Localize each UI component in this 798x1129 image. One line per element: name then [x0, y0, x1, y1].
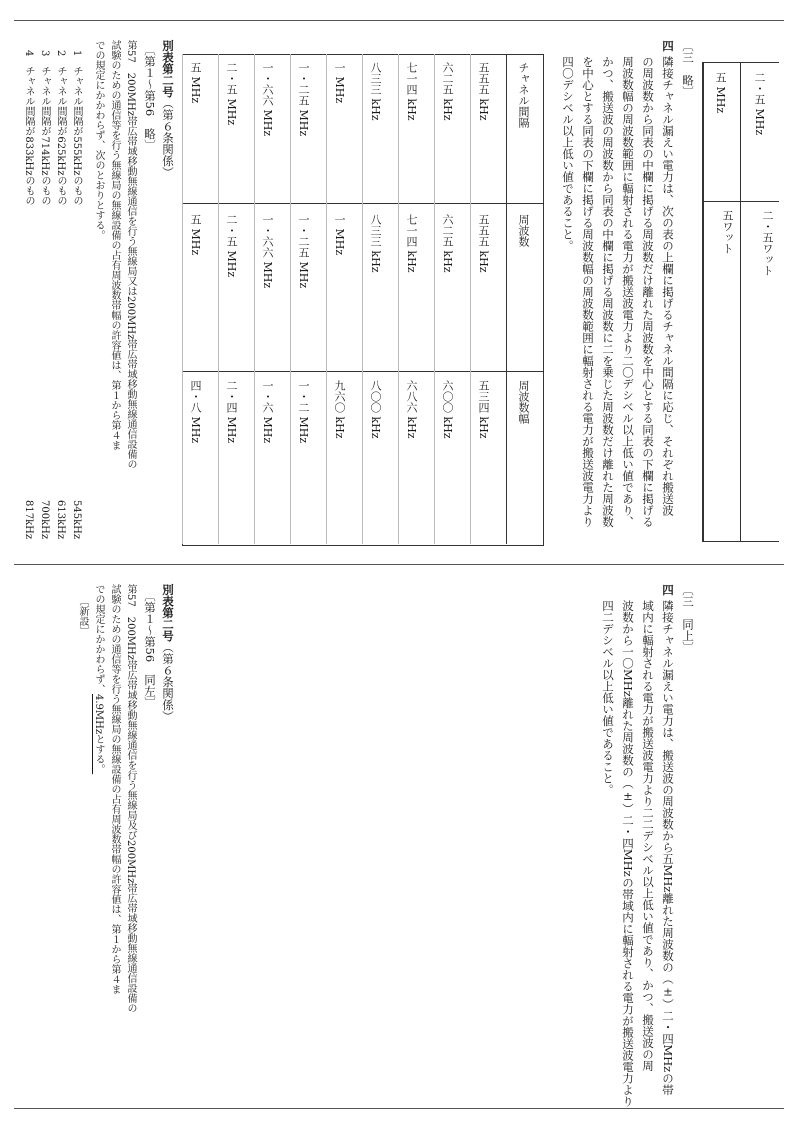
upper-para-line-1: 隣接チャネル漏えい電力は、次の表の上欄に掲げるチャネル間隔に応じ、それぞれ搬送波	[661, 56, 675, 516]
table-cell-width: 六八六 kHz	[405, 380, 418, 439]
lower-new-mark: 〔新設〕	[77, 596, 88, 636]
partial-col2-unit: MHz	[714, 86, 727, 114]
upper-item57-c: での規定にかかわらず、次のとおりとする。	[93, 40, 104, 240]
lower-section-mark: 四	[661, 584, 675, 596]
table-column-divider	[434, 54, 435, 544]
list-item: 2 チャネル間隔が625kHzのもの	[55, 50, 66, 206]
lower-para-line-2: 域内に輻射される電力が搬送波電力より二二デシベル以上低い値であり、かつ、搬送波の周	[641, 600, 655, 1072]
table-column-divider	[398, 54, 399, 544]
list-item-value: 700kHz	[39, 500, 50, 540]
table-cell-width: 五三四 kHz	[477, 380, 490, 439]
upper-para-line-2: の周波数から同表の中欄に掲げる周波数だけ離れた周波数を中心とする同表の下欄に掲げる	[641, 56, 655, 528]
list-item: 3 チャネル間隔が714kHzのもの	[39, 50, 50, 206]
table-cell-freq: 八三三 kHz	[369, 214, 382, 273]
lower-annex-ref: （第６条関係）	[161, 641, 175, 722]
upper-para-line-6: 四〇デシベル以上低い値であること。	[561, 56, 575, 252]
lower-item57-b: 試験のための通信等を行う無線局の無線設備の占有周波数帯幅の許容値は、第１から第４ま	[109, 584, 120, 994]
lower-para-line-1: 隣接チャネル漏えい電力は、搬送波の周波数から五MHz離れた周波数の（±）二・四MHzの帯	[661, 600, 675, 1096]
table-cell-spacing: 二・五 MHz	[225, 62, 238, 126]
table-cell-spacing: 一・二五 MHz	[297, 62, 310, 137]
upper-annex-sub	[142, 44, 157, 151]
table-cell-freq: 五五五 kHz	[477, 214, 490, 273]
table-header-separator	[506, 54, 507, 544]
partial-col1-value: 二・五	[753, 72, 766, 105]
table-cell-freq: 一・二五 MHz	[297, 214, 310, 289]
lower-item57-c-underlined: 4.9MHzとする。	[93, 694, 104, 775]
upper-item57-a: 第57 200MHz帯広帯域移動無線通信を行う無線局又は200MHz帯広帯域移動無線通信設備の	[125, 40, 136, 470]
table-cell-spacing: 八三三 kHz	[369, 62, 382, 121]
list-item: 4 チャネル間隔が833kHzのもの	[23, 50, 34, 206]
upper-para-line-5: を中心とする同表の下欄に掲げる周波数幅の周波数範囲に輻射される電力が搬送波電力より	[581, 56, 595, 528]
table-cell-width: 九六〇 kHz	[333, 380, 346, 439]
table-cell-freq: 一・六六 MHz	[261, 214, 274, 289]
table-cell-freq: 六二五 kHz	[441, 214, 454, 273]
table-cell-width: 四・八 MHz	[189, 380, 202, 444]
bottom-rule	[14, 1108, 784, 1109]
list-item: 1 チャネル間隔が555kHzのもの	[71, 50, 82, 206]
lower-annex-title	[160, 584, 175, 722]
table-column-divider	[326, 54, 327, 544]
partial-col1-unit: MHz	[753, 108, 766, 136]
table-cell-freq: 一 MHz	[333, 214, 346, 256]
upper-annex-title-text: 別表第二号	[161, 40, 175, 98]
table-cell-spacing: 七一四 kHz	[405, 62, 418, 121]
upper-bracket-omit: 〔三 略〕	[681, 40, 695, 98]
upper-annex-title	[160, 40, 175, 178]
table-cell-spacing: 五 MHz	[189, 62, 202, 104]
partial-col1-top	[752, 72, 766, 135]
list-item-value: 545kHz	[71, 500, 82, 540]
partial-col2-value: 五	[714, 72, 727, 83]
table-cell-spacing: 五五五 kHz	[477, 62, 490, 121]
table-cell-freq: 七一四 kHz	[405, 214, 418, 273]
partial-table	[702, 62, 779, 542]
table-cell-width: 一・六 MHz	[261, 380, 274, 444]
table-cell-spacing: 一・六六 MHz	[261, 62, 274, 137]
upper-para-line-4: かつ、搬送波の周波数から同表の中欄に掲げる周波数に二を乗じた周波数だけ離れた周波数	[601, 56, 615, 528]
table-column-divider	[182, 54, 183, 544]
middle-rule	[14, 564, 784, 565]
table-column-divider	[254, 54, 255, 544]
table-cell-width: 八〇〇 kHz	[369, 380, 382, 439]
table-cell-width: 一・二 MHz	[297, 380, 310, 444]
table-column-divider	[218, 54, 219, 544]
lower-bracket-same: 〔三 同上〕	[681, 584, 695, 653]
top-rule	[14, 20, 784, 21]
table-cell-spacing: 六二五 kHz	[441, 62, 454, 121]
lower-item57-c-pre: での規定にかかわらず、	[93, 584, 104, 694]
table-header-freq: 周波数	[517, 214, 530, 247]
table-column-divider	[290, 54, 291, 544]
list-item-value: 817kHz	[23, 500, 34, 540]
lower-item57-c	[92, 584, 105, 774]
upper-annex-sub-text: 〔第１～第56 略〕	[143, 44, 157, 151]
table-column-divider	[470, 54, 471, 544]
table-column-divider	[362, 54, 363, 544]
partial-col1-bottom: 二・五ワット	[761, 210, 774, 276]
list-item-value: 613kHz	[55, 500, 66, 540]
table-cell-freq: 二・五 MHz	[225, 214, 238, 278]
upper-item57-b: 試験のための通信等を行う無線局の無線設備の占有周波数帯幅の許容値は、第１から第４ま	[109, 40, 120, 450]
table-header-width: 周波数幅	[517, 380, 530, 424]
lower-para-line-4: 四二デシベル以上低い値であること。	[601, 600, 615, 796]
table-cell-width: 六〇〇 kHz	[441, 380, 454, 439]
partial-col2-bottom: 五ワット	[721, 210, 734, 254]
frequency-table	[182, 54, 544, 546]
table-cell-width: 二・四 MHz	[225, 380, 238, 444]
lower-annex-title-text: 別表第二号	[161, 584, 175, 642]
partial-col2-top	[713, 72, 727, 113]
table-cell-spacing: 一 MHz	[333, 62, 346, 104]
lower-annex-sub: 〔第１～第56 同左〕	[143, 590, 157, 709]
table-cell-freq: 五 MHz	[189, 214, 202, 256]
table-header-spacing: チャネル間隔	[517, 62, 530, 128]
lower-para-line-3: 波数から一〇MHz離れた周波数の（±）二・四MHzの帯域内に輻射される電力が搬送波電力より	[621, 600, 635, 1107]
upper-para-line-3: 周波数幅の周波数範囲に輻射される電力が搬送波電力より二〇デシベル以上低い値であり、	[621, 56, 635, 528]
upper-section-mark: 四	[661, 40, 675, 52]
lower-item57-a: 第57 200MHz帯広帯域移動無線通信を行う無線局及び200MHz帯広帯域移動無線通信設備の	[125, 584, 136, 1014]
upper-annex-ref: （第６条関係）	[161, 97, 175, 178]
